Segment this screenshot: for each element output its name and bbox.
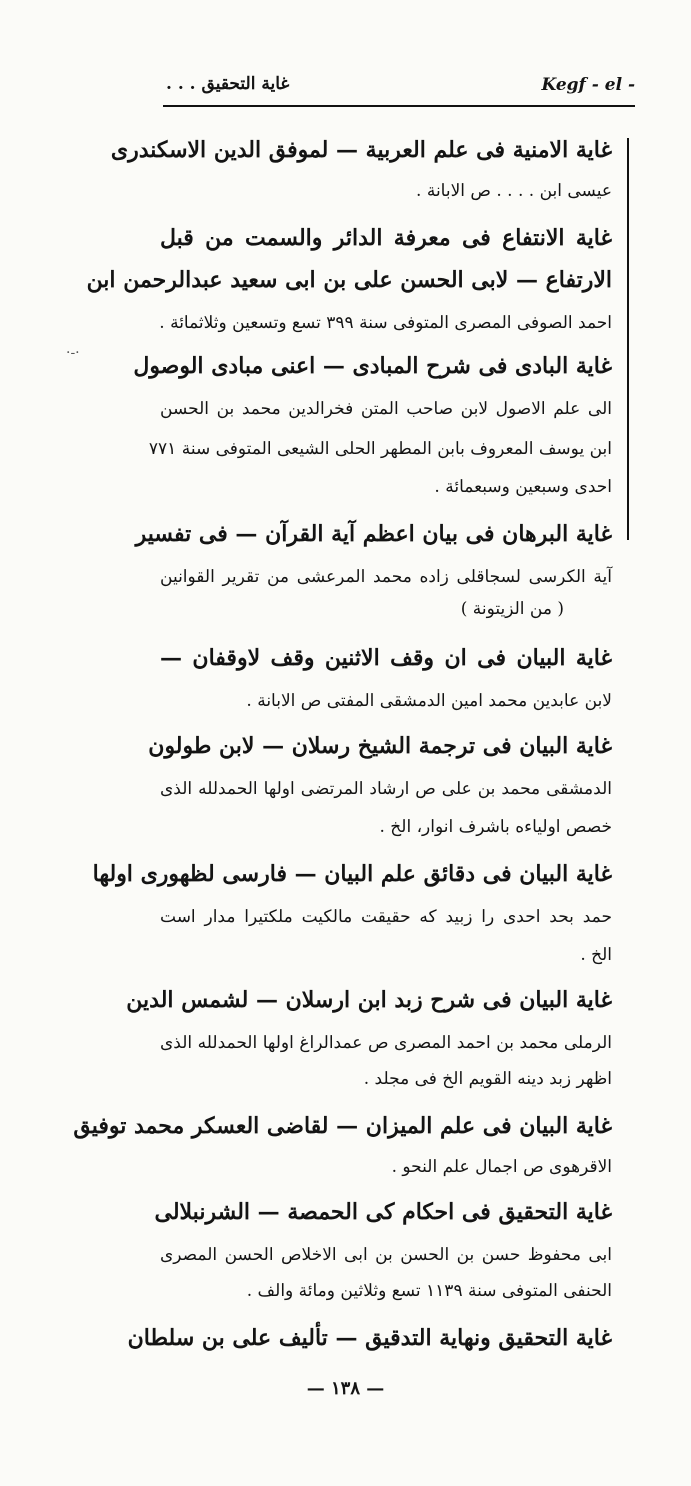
entry-text-line: الرملى محمد بن احمد المصرى ص عمدالراغ اولها الحمدلله الذى bbox=[160, 1033, 612, 1053]
header-rule bbox=[163, 105, 635, 107]
entry-text-line: حمد بحد احدى را زبيد كه حقيقت مالكيت ملكتيرا مدار است bbox=[160, 907, 612, 927]
entry-text-line: اظهر زبد دينه القويم الخ فى مجلد . bbox=[363, 1069, 612, 1089]
entry-text-line: ( من الزيتونة ) bbox=[460, 599, 564, 619]
entry-text-line: احمد الصوفى المصرى المتوفى سنة ٣٩٩ تسع وتسعين وثلاثمائة . bbox=[159, 313, 612, 333]
catalogue-title: Kegf - el - bbox=[541, 75, 635, 95]
entry-heading-line: غاية البيان فى علم الميزان — لقاضى العسكر محمد توفيق bbox=[73, 1113, 612, 1139]
entry-heading-line: غاية البيان فى ان وقف الاثنين وقف لاوقفان — bbox=[160, 645, 612, 671]
entry-heading-line: غاية التحقيق ونهاية التدقيق — تأليف على بن سلطان bbox=[127, 1325, 612, 1351]
entry-text-line: احدى وسبعين وسبعمائة . bbox=[434, 477, 612, 497]
entry-heading-line: الارتفاع — لابى الحسن على بن ابى سعيد عبدالرحمن ابن bbox=[86, 267, 612, 293]
entry-heading-line: غاية البيان فى ترجمة الشيخ رسلان — لابن طولون bbox=[148, 733, 612, 759]
entry-heading-line: غاية البيان فى شرح زبد ابن ارسلان — لشمس الدين bbox=[126, 987, 612, 1013]
entry-text-line: عيسى ابن . . . . ص الابانة . bbox=[416, 181, 612, 201]
running-title: غاية التحقيق . . . bbox=[166, 74, 290, 94]
entry-text-line: خصص اولياءه باشرف انوار، الخ . bbox=[379, 817, 612, 837]
entry-text-line: الخ . bbox=[580, 945, 612, 965]
entry-heading-line: غاية البرهان فى بيان اعظم آية القرآن — فى تفسير bbox=[135, 521, 612, 547]
entry-text-line: الى علم الاصول لابن صاحب المتن فخرالدين محمد بن الحسن bbox=[160, 399, 612, 419]
entry-text-line: آية الكرسى لسجاقلى زاده محمد المرعشى من تقرير القوانين bbox=[160, 567, 612, 587]
margin-mark: ·-· bbox=[66, 345, 80, 361]
entry-text-line: الاقرهوى ص اجمال علم النحو . bbox=[391, 1157, 612, 1177]
entry-heading-line: غاية البادى فى شرح المبادى — اعنى مبادى الوصول bbox=[133, 353, 612, 379]
entry-heading-line: غاية البيان فى دقائق علم البيان — فارسى لظهورى اولها bbox=[92, 861, 612, 887]
entry-text-line: لابن عابدين محمد امين الدمشقى المفتى ص الابانة . bbox=[246, 691, 612, 711]
entry-heading-line: غاية التحقيق فى احكام كى الحمصة — الشرنبلالى bbox=[154, 1199, 612, 1225]
page-number: — ١٣٨ — bbox=[306, 1378, 385, 1399]
entry-text-line: الدمشقى محمد بن على ص ارشاد المرتضى اولها الحمدلله الذى bbox=[160, 779, 612, 799]
entry-heading-line: غاية الامنية فى علم العربية — لموفق الدين الاسكندرى bbox=[110, 137, 612, 163]
entry-text-line: الحنفى المتوفى سنة ١١٣٩ تسع وثلاثين ومائة والف . bbox=[246, 1281, 612, 1301]
entry-heading-line: غاية الانتفاع فى معرفة الدائر والسمت من قبل bbox=[160, 225, 612, 251]
entry-text-line: ابن يوسف المعروف بابن المطهر الحلى الشيعى المتوفى سنة ٧٧١ bbox=[148, 439, 612, 459]
vertical-margin-rule bbox=[627, 138, 629, 540]
entry-text-line: ابى محفوظ حسن بن الحسن بن ابى الاخلاص الحسن المصرى bbox=[160, 1245, 612, 1265]
